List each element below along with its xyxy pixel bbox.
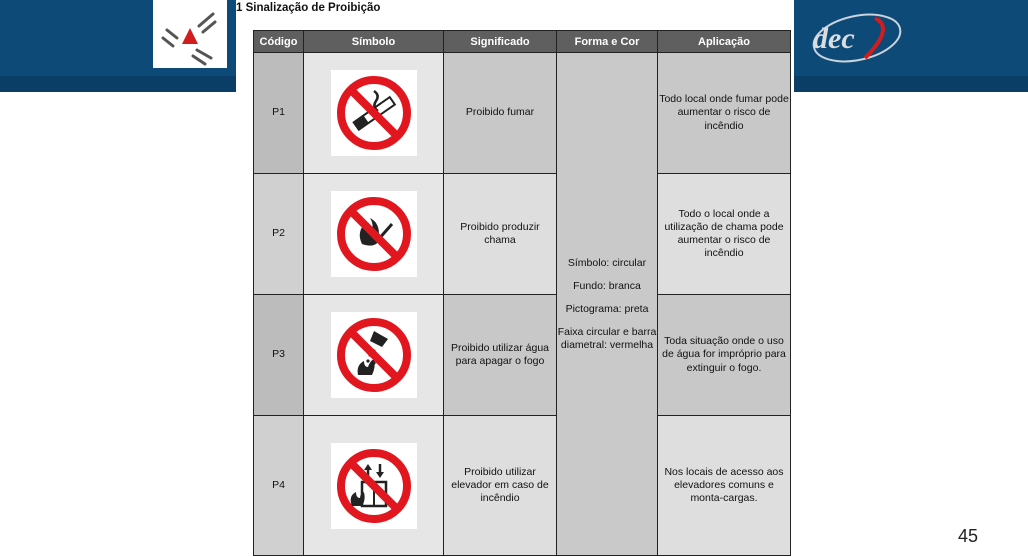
header-form-color: Forma e Cor [557, 31, 658, 53]
form-band-text: Faixa circular e barra diametral: vermelha [557, 326, 657, 351]
no-water-icon [331, 312, 417, 398]
form-pictogram-text: Pictograma: preta [565, 302, 649, 315]
page-number: 45 [958, 526, 979, 546]
row-symbol [304, 416, 444, 556]
table-row [254, 174, 791, 295]
header-application: Aplicação [658, 31, 791, 53]
table-row [254, 416, 791, 556]
form-symbol-text: Símbolo: circular [567, 256, 647, 269]
row-application: Todo o local onde a utilização de chama pode aumentar o risco de incêndio [658, 174, 791, 295]
row-symbol [304, 295, 444, 416]
row-code: P2 [254, 174, 304, 295]
prohibition-sign-table [253, 30, 791, 556]
row-meaning: Proibido utilizar água para apagar o fogo [444, 295, 557, 416]
row-code: P1 [254, 53, 304, 174]
form-color-cell [557, 53, 658, 556]
no-flame-icon [331, 191, 417, 277]
form-background-text: Fundo: branca [573, 279, 641, 292]
row-application: Todo local onde fumar pode aumentar o risco de incêndio [658, 53, 791, 174]
row-application: Nos locais de acesso aos elevadores comuns e monta-cargas. [658, 416, 791, 556]
section-title: 1 Sinalização de Proibição [236, 2, 381, 14]
row-symbol [304, 53, 444, 174]
table-row [254, 53, 791, 174]
row-symbol [304, 174, 444, 295]
row-code: P3 [254, 295, 304, 416]
row-code: P4 [254, 416, 304, 556]
header-symbol: Símbolo [304, 31, 444, 53]
row-meaning: Proibido produzir chama [444, 174, 557, 295]
no-elevator-icon [331, 443, 417, 529]
table-header-row [254, 31, 791, 53]
no-smoking-icon [331, 70, 417, 156]
institution-logo [153, 0, 227, 68]
table-row [254, 295, 791, 416]
header-meaning: Significado [444, 31, 557, 53]
svg-text:dec: dec [813, 22, 855, 55]
dec-logo [805, 8, 905, 68]
row-application: Toda situação onde o uso de água for impróprio para extinguir o fogo. [658, 295, 791, 416]
row-meaning: Proibido utilizar elevador em caso de incêndio [444, 416, 557, 556]
row-meaning: Proibido fumar [444, 53, 557, 174]
header-code: Código [254, 31, 304, 53]
